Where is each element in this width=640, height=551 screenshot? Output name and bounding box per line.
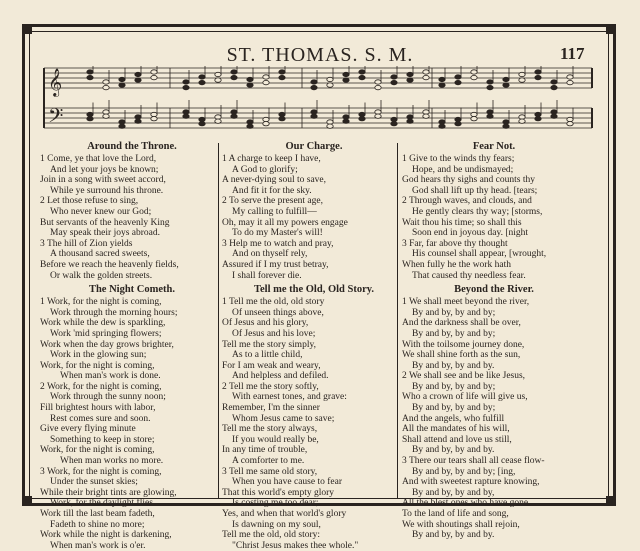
verse-line: That caused thy needless fear.	[412, 270, 526, 281]
verse-line: Work, for the night is coming,	[40, 445, 155, 456]
verse-line: Or walk the golden streets.	[50, 270, 153, 281]
verse-line: Of Jesus and his glory,	[222, 318, 309, 329]
svg-text:𝄞: 𝄞	[48, 68, 63, 96]
verse-line: By and by, by and by;	[412, 381, 496, 392]
verse-line: My calling to fulfill—	[232, 206, 317, 217]
verse-line: For I am weak and weary,	[222, 360, 321, 371]
verse-line: In any time of trouble,	[222, 445, 308, 456]
verse-line: 2 Let those refuse to sing,	[40, 196, 139, 207]
verse-line: A God to glorify;	[232, 164, 298, 175]
verse-line: And helpless and defiled.	[232, 371, 329, 382]
verse-line: Before we reach the heavenly fields,	[40, 259, 179, 270]
verse-line: 2 Work, for the night is coming,	[40, 381, 162, 392]
verse-line: I shall forever die.	[232, 270, 302, 281]
verse-line: By and by, by and by;	[412, 307, 496, 318]
verse-line: If you would really be,	[232, 434, 319, 445]
verse-line: "Christ Jesus makes thee whole."	[232, 540, 359, 551]
verse-line: And the angels, who fulfill	[402, 413, 505, 424]
verse-line: By and by, by and by; [ing,	[412, 466, 516, 477]
verse-line: By and by, by and by;	[412, 403, 496, 414]
verse-line: 3 There our tears shall all cease flow-	[402, 456, 545, 467]
hymn-column-2	[222, 141, 406, 551]
hymn-column-1	[40, 141, 224, 551]
verse-line: 1 Give to the winds thy fears;	[402, 154, 515, 164]
verse-line: And on thyself rely,	[232, 249, 308, 260]
verse-line: And let your joys be known;	[50, 164, 159, 175]
verse-line: 1 A charge to keep I have,	[222, 154, 321, 164]
verse-line: Who a crown of life will give us,	[402, 392, 528, 403]
hymn-title: Tell me the Old, Old Story.	[253, 284, 375, 296]
verse-line: Something to keep in store;	[50, 434, 155, 445]
verse-line: By and by, by and by.	[412, 530, 495, 541]
verse-line: Hope, and be undismayed;	[412, 164, 514, 175]
verse-line: A never-dying soul to save,	[222, 175, 327, 186]
verse-line: 2 Through waves, and clouds, and	[402, 196, 532, 207]
hymn-title: Fear Not.	[472, 141, 516, 152]
verse-line: Tell me the old, old story:	[222, 530, 321, 541]
verse-line: Fill brightest hours with labor,	[40, 403, 156, 414]
verse-line: 3 Work, for the night is coming,	[40, 466, 162, 477]
hymn-title: Our Charge.	[285, 141, 343, 152]
verse-line: Work, for the night is coming,	[40, 360, 155, 371]
verse-line: 2 Tell me the story softly,	[222, 381, 319, 392]
verse-line: 1 Tell me the old, old story	[222, 297, 325, 308]
verse-line: His counsel shall appear, [wrought,	[412, 249, 547, 260]
verse-line: To do my Master's will!	[232, 228, 323, 239]
verse-line: By and by, by and by;	[412, 328, 496, 339]
page-number: 117	[560, 44, 585, 63]
verse-line: Tell me the story always,	[222, 424, 318, 435]
verse-line: And the darkness shall be over,	[402, 318, 521, 329]
verse-line: When man's work is done.	[60, 371, 161, 382]
verse-line: Rest comes sure and soon.	[50, 413, 151, 424]
verse-line: God shall lift up thy head. [tears;	[412, 185, 538, 196]
verse-line: Tell me the story simply,	[222, 339, 316, 350]
verse-line: Who never knew our God;	[50, 206, 152, 217]
corner-ornament	[22, 24, 32, 34]
corner-ornament	[606, 496, 616, 506]
verse-line: To the land of life and song,	[402, 509, 509, 519]
corner-ornament	[22, 496, 32, 506]
verse-line: Soon end in joyous day. [night	[412, 228, 529, 239]
verse-line: 1 We shall meet beyond the river,	[402, 297, 530, 308]
verse-line: When man works no more.	[60, 456, 164, 467]
verse-line: May speak their joys abroad.	[50, 228, 161, 239]
verse-line: 3 Tell me same old story,	[222, 466, 318, 477]
verse-line: 2 We shall see and be like Jesus,	[402, 371, 526, 382]
verse-line: A comforter to me.	[232, 456, 305, 467]
verse-line: Work 'mid springing flowers;	[50, 328, 162, 339]
verse-line: Oh, may it all my powers engage	[222, 217, 348, 228]
verse-line: Work when the day grows brighter,	[40, 339, 174, 350]
corner-ornament	[606, 24, 616, 34]
verse-line: Work through the sunny noon;	[50, 392, 166, 403]
verse-line: 3 Help me to watch and pray,	[222, 238, 334, 249]
verse-line: Work in the glowing sun;	[50, 350, 147, 361]
verse-line: 1 Come, ye that love the Lord,	[40, 154, 157, 164]
verse-line: Assured if I my trust betray,	[222, 259, 329, 270]
verse-line: We with shoutings shall rejoin,	[402, 519, 520, 530]
verse-line: Wait thou his time; so shall this	[402, 217, 522, 228]
verse-line: We shall shine forth as the sun,	[402, 350, 521, 361]
verse-line: Of Jesus and his love;	[232, 328, 316, 339]
verse-line: Remember, I'm the sinner	[222, 403, 320, 414]
verse-line: Join in a song with sweet accord,	[40, 175, 166, 186]
verse-line: But servants of the heavenly King	[40, 217, 170, 228]
verse-line: While their bright tints are glowing,	[40, 487, 177, 498]
verse-line: Work, for the daylight flies.	[50, 498, 156, 509]
verse-line: 1 Work, for the night is coming,	[40, 297, 162, 308]
verse-line: And with sweetest rapture knowing,	[402, 477, 540, 488]
verse-line: Is costing me too dear;	[232, 498, 319, 509]
verse-line: He gently clears thy way; [storms,	[412, 206, 543, 217]
verse-line: God hears thy sighs and counts thy	[402, 175, 535, 186]
verse-line: That this world's empty glory	[222, 487, 335, 498]
verse-line: With the toilsome journey done,	[402, 339, 525, 350]
verse-line: Work through the morning hours;	[50, 307, 178, 318]
music-notation	[40, 66, 596, 140]
verse-line: 2 To serve the present age,	[222, 196, 323, 207]
svg-text:𝄢: 𝄢	[48, 104, 64, 132]
verse-line: When fully he the work hath	[402, 259, 511, 270]
verse-line: By and by, by and by,	[412, 487, 495, 498]
verse-line: Whom Jesus came to save;	[232, 413, 335, 424]
verse-line: Fadeth to shine no more;	[50, 519, 145, 530]
verse-line: By and by, by and by.	[412, 360, 495, 371]
verse-line: As to a little child,	[232, 350, 303, 361]
verse-line: 3 The hill of Zion yields	[40, 238, 133, 249]
verse-line: Shall attend and love us still,	[402, 434, 512, 445]
verse-line: While ye surround his throne.	[50, 185, 164, 196]
hymn-title: The Night Cometh.	[88, 284, 176, 296]
verse-line: Work till the last beam fadeth,	[40, 509, 155, 519]
verse-line: And fit it for the sky.	[232, 185, 312, 196]
verse-line: When man's work is o'er.	[50, 540, 146, 551]
verse-line: With earnest tones, and grave:	[232, 392, 347, 403]
verse-line: By and by, by and by.	[412, 445, 495, 456]
verse-line: 3 Far, far above thy thought	[402, 238, 508, 249]
verse-line: Yes, and when that world's glory	[222, 509, 347, 519]
verse-line: Under the sunset skies;	[50, 477, 138, 488]
verse-line: Work while the night is darkening,	[40, 530, 172, 541]
verse-line: Is dawning on my soul,	[232, 519, 321, 530]
verse-line: All the mandates of his will,	[402, 424, 510, 435]
hymn-title: Around the Throne.	[87, 141, 177, 152]
hymn-column-3	[402, 141, 586, 541]
verse-line: Work while the dew is sparkling,	[40, 318, 166, 329]
hymn-title: Beyond the River.	[454, 284, 534, 296]
verse-line: Of unseen things above,	[232, 307, 324, 318]
verse-line: Give every flying minute	[40, 424, 136, 435]
verse-line: When you have cause to fear	[232, 477, 342, 488]
tune-title: ST. THOMAS. S. M.	[226, 44, 414, 66]
verse-line: All the blest ones who have gone	[402, 498, 529, 509]
verse-line: A thousand sacred sweets,	[50, 249, 150, 260]
